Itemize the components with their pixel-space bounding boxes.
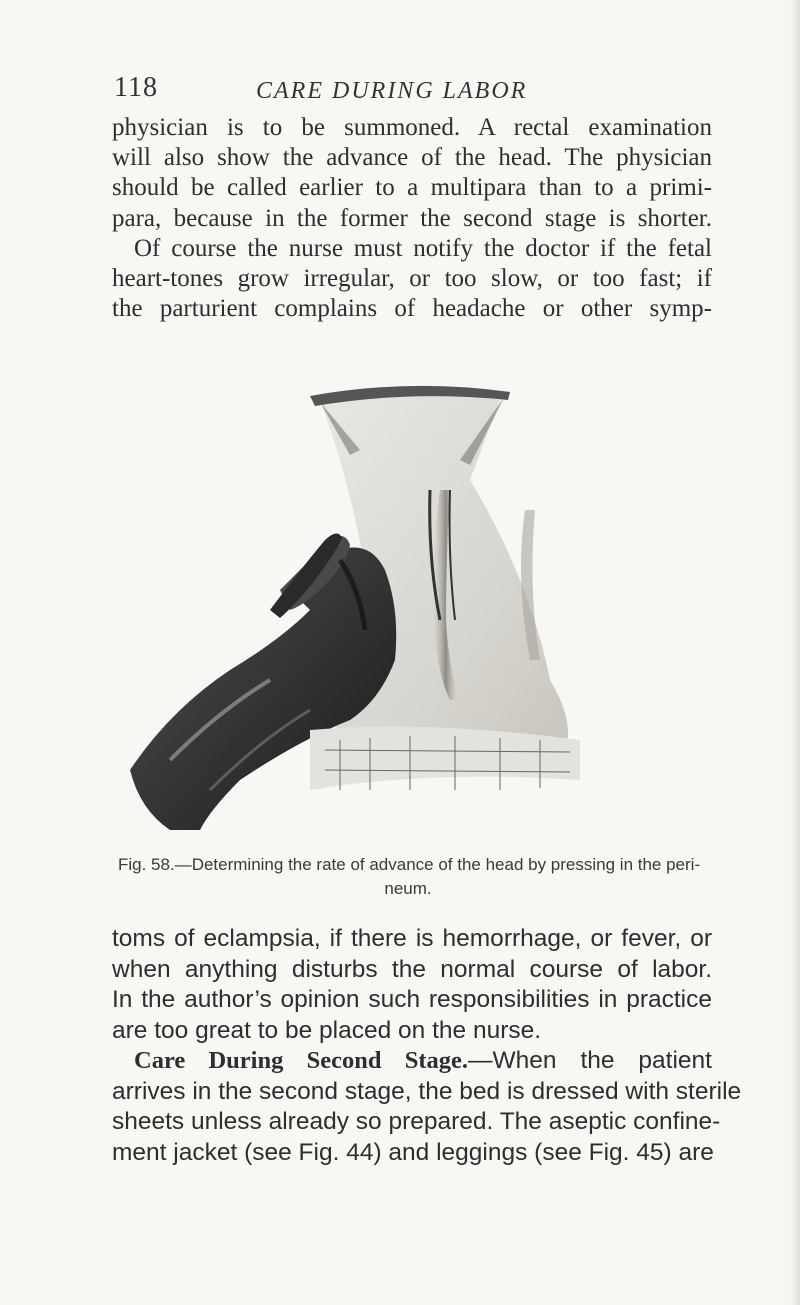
text-line: the parturient complains of headache or other symp- [112, 295, 712, 323]
figure-illustration [110, 360, 610, 830]
paragraph-top [112, 113, 712, 324]
text-line: Of course the nurse must notify the doctor if the fetal [134, 234, 712, 262]
text-line: heart-tones grow irregular, or too slow, or too fast; if [112, 265, 712, 293]
text-line: arrives in the second stage, the bed is dressed with sterile [112, 1077, 742, 1105]
text-line: should be called earlier to a multipara than to a primi- [112, 174, 712, 202]
text-line: In the author’s opinion such responsibilities in practice [112, 986, 712, 1013]
text-line: toms of eclampsia, if there is hemorrhage, or fever, or [112, 925, 712, 952]
section-first-line-rest: —When the patient [468, 1047, 712, 1074]
caption-line: neum. [384, 879, 432, 898]
text-line: para, because in the former the second stage is shorter. [112, 204, 712, 232]
page-number: 118 [114, 72, 158, 103]
caption-line: Fig. 58.—Determining the rate of advance of the head by pressing in the peri- [118, 855, 701, 874]
section-heading: Care During Second Stage. [134, 1047, 469, 1074]
text-line: ment jacket (see Fig. 44) and leggings (see Fig. 45) are [112, 1138, 714, 1166]
text-line: sheets unless already so prepared. The aseptic confine- [112, 1108, 721, 1135]
figure-caption [118, 853, 708, 901]
text-line: when anything disturbs the normal course of labor. [112, 955, 712, 983]
text-line: are too great to be placed on the nurse. [112, 1016, 542, 1044]
running-head: CARE DURING LABOR [256, 78, 528, 104]
page-edge-shadow [790, 0, 800, 1305]
text-line: will also show the advance of the head. The physician [112, 144, 712, 172]
section-first-line [112, 1046, 712, 1077]
text-line: physician is to be summoned. A rectal examination [112, 114, 712, 141]
paragraph-bottom [112, 924, 742, 1168]
